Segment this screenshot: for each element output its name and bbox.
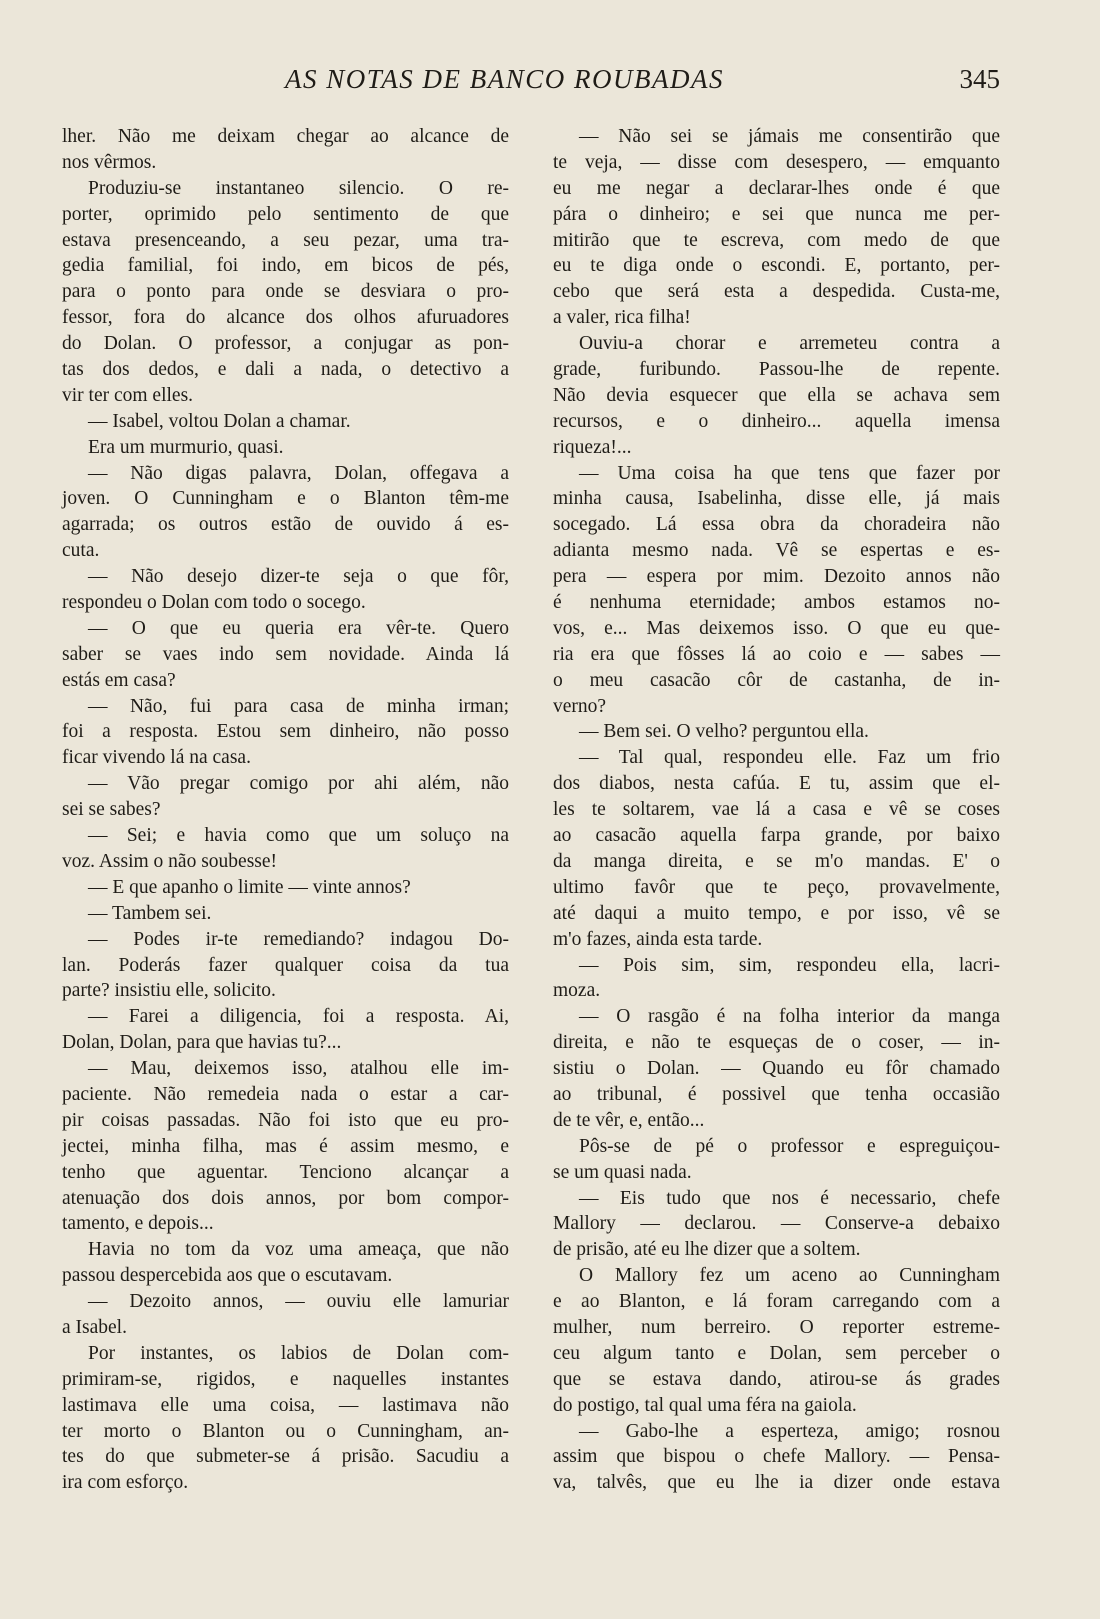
text-line: eu te diga onde o escondi. E, portanto, per- (553, 255, 1000, 277)
text-line: m'o fazes, ainda esta tarde. (553, 928, 763, 950)
text-line: — Não desejo dizer-te seja o que fôr, (88, 566, 509, 588)
text-line: te veja, — disse com desespero, — emquanto (553, 151, 1000, 173)
text-line: atenuação dos dois annos, por bom compor- (62, 1187, 509, 1209)
text-line: Ouviu-a chorar e arremeteu contra a (579, 333, 1000, 355)
text-line: moza. (553, 980, 601, 1002)
text-line: agarrada; os outros estão de ouvido á es- (62, 514, 509, 536)
text-line: eu me negar a declarar-lhes onde é que (553, 177, 1000, 199)
text-line: foi a resposta. Estou sem dinheiro, não posso (62, 721, 509, 743)
text-line: va, talvês, que eu lhe ia dizer onde estava (553, 1472, 1000, 1494)
text-line: tes do que submeter-se á prisão. Sacudiu a (62, 1446, 509, 1468)
text-line: — Isabel, voltou Dolan a chamar. (88, 410, 351, 432)
text-line: lastimava elle uma coisa, — lastimava não (62, 1394, 509, 1416)
text-line: lher. Não me deixam chegar ao alcance de (62, 126, 509, 147)
text-line: até daqui a muito tempo, e por isso, vê se (553, 902, 1000, 924)
text-line: minha causa, Isabelinha, disse elle, já mais (553, 488, 1000, 510)
text-line: ultimo favôr que te peço, provavelmente, (553, 876, 1000, 898)
text-line: tamento, e depois... (62, 1213, 214, 1235)
text-line: — Não, fui para casa de minha irman; (88, 695, 509, 717)
text-line: ter morto o Blanton ou o Cunningham, an- (62, 1420, 509, 1442)
left-text-column (62, 124, 509, 1496)
text-line: — Não sei se jámais me consentirão que (579, 126, 1000, 147)
text-line: — O que eu queria era vêr-te. Quero (88, 617, 509, 639)
text-line: da manga direita, e se m'o mandas. E' o (553, 850, 1000, 872)
text-line: cebo que será esta a despedida. Custa-me, (553, 281, 1000, 303)
text-line: — Uma coisa ha que tens que fazer por (579, 462, 1000, 484)
text-line: direita, e não te esqueças de o coser, — in- (553, 1032, 1000, 1054)
page-number: 345 (959, 64, 1000, 94)
right-text-column (553, 124, 1000, 1496)
running-header (60, 58, 1000, 102)
text-line: adianta mesmo nada. Vê se espertas e es- (553, 540, 1000, 562)
text-line: vir ter com elles. (62, 384, 194, 406)
text-line: do Dolan. O professor, a conjugar as pon- (62, 333, 509, 355)
text-line: les te soltarem, vae lá a casa e vê se coses (553, 799, 1000, 821)
text-line: recursos, e o dinheiro... aquella imensa (553, 410, 1000, 432)
text-line: nos vêrmos. (62, 151, 157, 173)
text-line: a Isabel. (62, 1316, 127, 1338)
text-line: ficar vivendo lá na casa. (62, 747, 251, 769)
text-line: que se estava dando, atirou-se ás grades (553, 1368, 1000, 1390)
text-line: — Não digas palavra, Dolan, offegava a (88, 462, 509, 484)
text-line: — Pois sim, sim, respondeu ella, lacri- (579, 954, 1000, 976)
text-line: O Mallory fez um aceno ao Cunningham (579, 1265, 1000, 1287)
text-line: verno? (553, 695, 607, 717)
text-line: — Sei; e havia como que um soluço na (88, 825, 509, 847)
text-line: e ao Blanton, e lá foram carregando com a (553, 1291, 1000, 1313)
text-line: mulher, num berreiro. O reporter estreme- (553, 1316, 1000, 1338)
text-line: jectei, minha filha, mas é assim mesmo, e (62, 1135, 509, 1157)
text-line: a valer, rica filha! (553, 307, 691, 329)
text-line: pára o dinheiro; e sei que nunca me per- (553, 203, 1000, 225)
text-line: ria era que fôsses lá ao coio e — sabes — (553, 643, 1000, 665)
text-line: — Gabo-lhe a esperteza, amigo; rosnou (579, 1420, 1000, 1442)
text-line: passou despercebida aos que o escutavam. (62, 1265, 393, 1287)
text-line: se um quasi nada. (553, 1161, 692, 1183)
text-line: — E que apanho o limite — vinte annos? (88, 876, 411, 898)
text-line: — Bem sei. O velho? perguntou ella. (579, 721, 869, 743)
text-line: porter, oprimido pelo sentimento de que (62, 203, 509, 225)
text-line: mitirão que te escreva, com medo de que (553, 229, 1000, 251)
text-line: — Mau, deixemos isso, atalhou elle im- (88, 1058, 509, 1080)
text-line: pera — espera por mim. Dezoito annos não (553, 566, 1000, 588)
text-line: fessor, fora do alcance dos olhos afuruadores (62, 307, 509, 329)
text-line: estava presenceando, a seu pezar, uma tra- (62, 229, 509, 251)
text-line: dos diabos, nesta cafúa. E tu, assim que el- (553, 773, 1000, 795)
text-line: sistiu o Dolan. — Quando eu fôr chamado (553, 1058, 1000, 1080)
text-line: grade, furibundo. Passou-lhe de repente. (553, 359, 1000, 381)
text-line: Dolan, Dolan, para que havias tu?... (62, 1032, 342, 1054)
text-line: vos, e... Mas deixemos isso. O que eu que- (553, 617, 1000, 639)
text-line: ao casacão aquella farpa grande, por baixo (553, 825, 1000, 847)
text-line: de prisão, até eu lhe dizer que a soltem. (553, 1239, 861, 1261)
text-line: estás em casa? (62, 669, 176, 691)
text-line: é nenhuma eternidade; ambos estamos no- (553, 592, 1000, 614)
text-line: parte? insistiu elle, solicito. (62, 980, 276, 1002)
text-line: — Farei a diligencia, foi a resposta. Ai, (88, 1006, 509, 1028)
text-line: Mallory — declarou. — Conserve-a debaixo (553, 1213, 1000, 1235)
text-line: Era um murmurio, quasi. (88, 436, 284, 458)
text-line: — Vão pregar comigo por ahi além, não (88, 773, 509, 795)
text-line: — Tambem sei. (88, 902, 212, 924)
text-line: ceu algum tanto e Dolan, sem perceber o (553, 1342, 1000, 1364)
text-line: de te vêr, e, então... (553, 1109, 705, 1131)
text-line: gedia familial, foi indo, em bicos de pés, (62, 255, 509, 277)
text-line: — Tal qual, respondeu elle. Faz um frio (579, 747, 1000, 769)
text-line: joven. O Cunningham e o Blanton têm-me (62, 488, 509, 510)
text-line: primiram-se, rigidos, e naquelles instantes (62, 1368, 509, 1390)
text-line: pir coisas passadas. Não foi isto que eu pro- (62, 1109, 509, 1131)
text-line: — Eis tudo que nos é necessario, chefe (579, 1187, 1000, 1209)
text-line: paciente. Não remedeia nada o estar a car- (62, 1083, 509, 1105)
text-line: tenho que aguentar. Tenciono alcançar a (62, 1161, 509, 1183)
text-line: do postigo, tal qual uma féra na gaiola. (553, 1394, 857, 1416)
text-line: assim que bispou o chefe Mallory. — Pensa- (553, 1446, 1000, 1468)
text-line: ira com esforço. (62, 1472, 189, 1494)
text-line: respondeu o Dolan com todo o socego. (62, 592, 366, 614)
text-line: Por instantes, os labios de Dolan com- (88, 1342, 509, 1364)
text-line: Não devia esquecer que ella se achava sem (553, 384, 1000, 406)
text-line: o meu casacão côr de castanha, de in- (553, 669, 1000, 691)
text-line: lan. Poderás fazer qualquer coisa da tua (62, 954, 509, 976)
text-line: cuta. (62, 540, 100, 562)
text-line: sei se sabes? (62, 799, 161, 821)
text-line: socegado. Lá essa obra da choradeira não (553, 514, 1000, 536)
text-line: riqueza!... (553, 436, 632, 458)
text-line: Havia no tom da voz uma ameaça, que não (88, 1239, 509, 1261)
text-line: saber se vaes indo sem novidade. Ainda lá (62, 643, 509, 665)
text-line: Pôs-se de pé o professor e espreguiçou- (579, 1135, 1000, 1157)
text-line: voz. Assim o não soubesse! (62, 850, 278, 872)
text-line: para o ponto para onde se desviara o pro- (62, 281, 509, 303)
running-title: AS NOTAS DE BANCO ROUBADAS (285, 64, 724, 94)
text-line: ao tribunal, é possivel que tenha occasião (553, 1083, 1000, 1105)
text-line: — Podes ir-te remediando? indagou Do- (88, 928, 509, 950)
text-line: — O rasgão é na folha interior da manga (579, 1006, 1000, 1028)
text-line: tas dos dedos, e dali a nada, o detectivo a (62, 359, 509, 381)
text-line: — Dezoito annos, — ouviu elle lamuriar (88, 1291, 509, 1313)
text-line: Produziu-se instantaneo silencio. O re- (88, 177, 509, 199)
